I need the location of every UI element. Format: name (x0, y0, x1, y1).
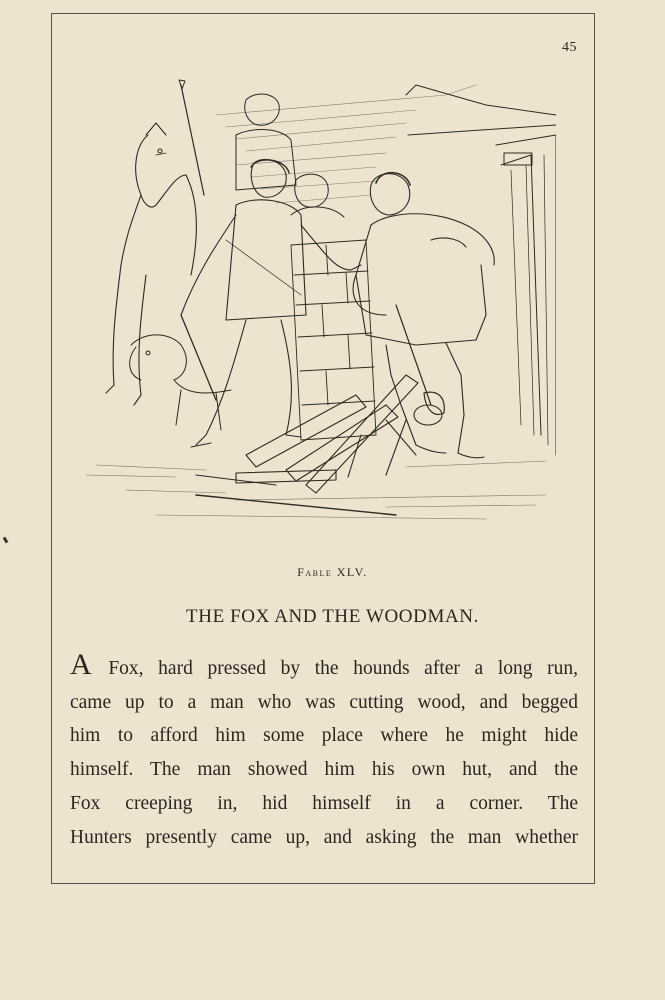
text-line (70, 648, 578, 686)
stray-ink-mark (3, 537, 9, 544)
fable-illustration (86, 75, 556, 525)
fable-text (70, 648, 578, 854)
axe (396, 305, 444, 414)
text-line: him to afford him some place where he might hide (70, 725, 578, 747)
background-wall (216, 85, 476, 203)
text-line: Hunters presently came up, and asking the man whether (70, 826, 578, 848)
hound (130, 335, 231, 430)
drop-capital: A (70, 648, 92, 681)
woodman (353, 173, 494, 458)
text-line: Fox creeping in, hid himself in a corner. The (70, 792, 578, 814)
log-pile (196, 375, 442, 515)
page-number: 45 (562, 40, 577, 55)
text-line: came up to a man who was cutting wood, and begged (70, 691, 578, 713)
text-line: himself. The man showed him his own hut, and the (70, 759, 578, 781)
text-line-content: Fox, hard pressed by the hounds after a long run, (108, 658, 578, 679)
horse (106, 123, 196, 405)
hunter-middle (291, 174, 344, 217)
rider-background (179, 80, 296, 195)
fable-title: THE FOX AND THE WOODMAN. (186, 606, 479, 627)
ground (86, 461, 546, 519)
fable-number: Fable XLV. (297, 565, 368, 579)
